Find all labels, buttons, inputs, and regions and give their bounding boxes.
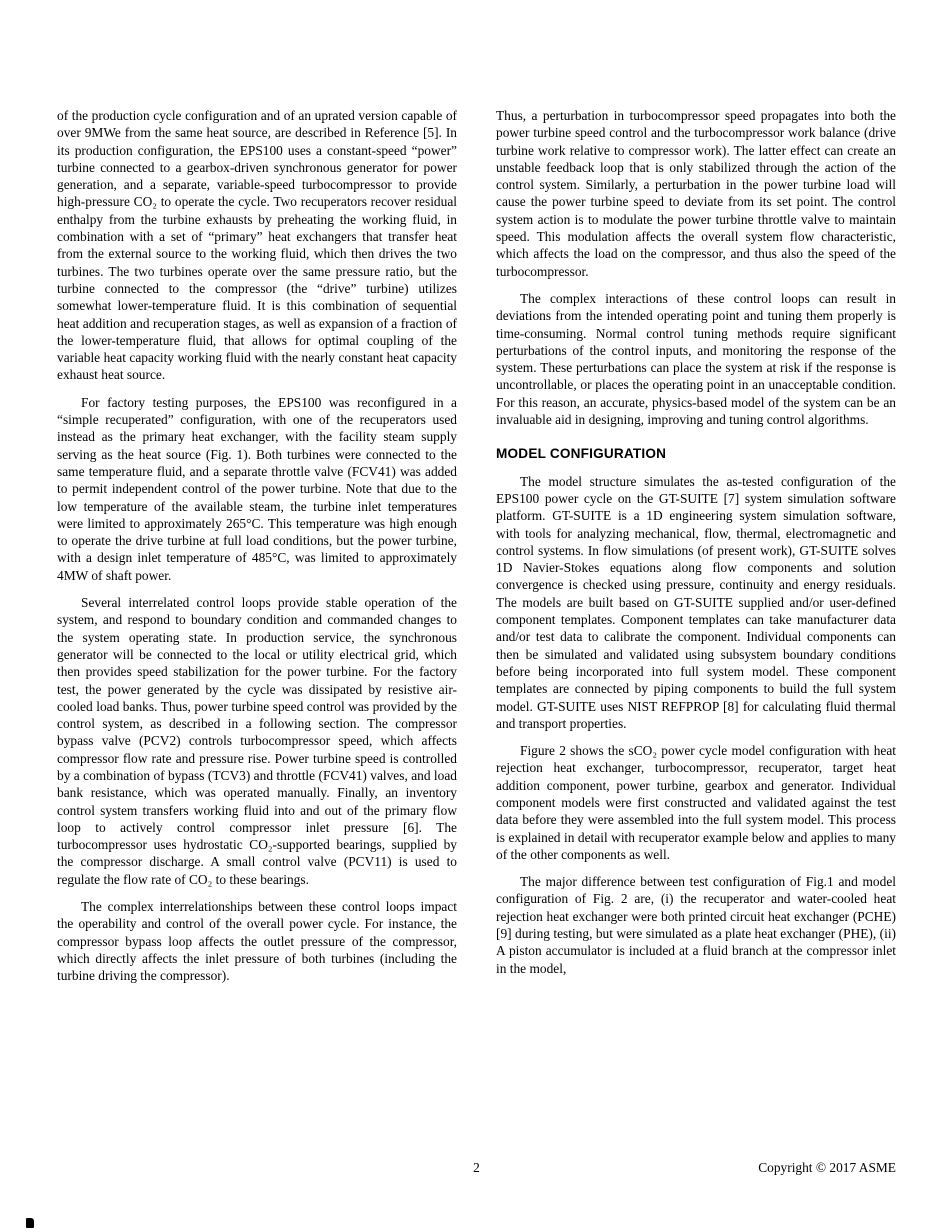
body-paragraph: Figure 2 shows the sCO₂ power cycle model configuration with heat rejection heat exchanger, turbocompressor, recuperator, target heat addition component, power turbine, gearbox and generator. Individual component models were first constructed and validated against the test data before they were assembled into the full system model. This process is explained in detail with recuperator example below and applies to many of the other components as well. xyxy=(496,743,896,862)
body-paragraph: of the production cycle configuration and of an uprated version capable of over 9MWe from the same heat source, are described in Reference [5]. In its production configuration, the EPS100 uses a constant-speed “power” turbine connected to a gearbox-driven synchronous generator for power generation, and a separate, variable-speed turbocompressor to provide high-pressure CO₂ to operate the cycle. Two recuperators recover residual enthalpy from the turbine exhausts by preheating the working fluid, in combination with a set of “primary” heat exchangers that transfer heat from the external source to the working fluid, which then drives the two turbines. The two turbines operate over the same pressure ratio, but the turbine connected to the compressor (the “drive” turbine) utilizes somewhat lower-temperature fluid. It is this combination of sequential heat addition and recuperation stages, as well as expansion of a fraction of the lower-temperature fluid, that allows for optimal coupling of the variable heat capacity working fluid with the nearly constant heat capacity exhaust heat source. xyxy=(57,108,457,383)
body-paragraph: For factory testing purposes, the EPS100 was reconfigured in a “simple recuperated” configuration, with one of the recuperators used instead as the primary heat exchanger, with the facility steam supply serving as the heat source (Fig. 1). Both turbines were connected to the same temperature fluid, and a separate throttle valve (FCV41) was added to permit independent control of the power turbine. Note that due to the low temperature of the available steam, the turbine inlet temperatures were limited to approximately 265°C. This temperature was high enough to operate the drive turbine at full load conditions, but the power turbine, with a design inlet temperature of 485°C, was limited to approximately 4MW of shaft power. xyxy=(57,394,457,583)
body-paragraph: The complex interrelationships between these control loops impact the operability and control of the overall power cycle. For instance, the compressor bypass loop affects the outlet pressure of the compressor, which directly affects the inlet pressure of both turbines (including the turbine driving the compressor). xyxy=(57,899,457,984)
left-column xyxy=(57,107,457,985)
body-paragraph: The complex interactions of these control loops can result in deviations from the intended operating point and tuning them properly is time-consuming. Normal control tuning methods require significant perturbations of the control inputs, and monitoring the response of the system. These perturbations can place the system at risk if the response is uncontrollable, or places the operating point in an unacceptable condition. For this reason, an accurate, physics-based model of the system can be an invaluable aid in designing, improving and tuning control algorithms. xyxy=(496,290,896,428)
body-paragraph: Several interrelated control loops provide stable operation of the system, and respond to boundary condition and commanded changes to the system operating state. In production service, the synchronous generator will be connected to the local or utility electrical grid, which then provides speed stabilization for the power turbine. For the factory test, the power generated by the cycle was dissipated by resistive air-cooled load banks. Thus, power turbine speed control was provided by the control system, as described in a following section. The compressor bypass valve (PCV2) controls turbocompressor speed, which affects compressor flow rate and pressure rise. Power turbine speed is controlled by a combination of bypass (TCV3) and throttle (FCV41) valves, and load bank resistance, which was operated manually. Finally, an inventory control system transfers working fluid into and out of the primary flow loop to actively control compressor inlet pressure [6]. The turbocompressor uses hydrostatic CO₂-supported bearings, supplied by the compressor discharge. A small control valve (PCV11) is used to regulate the flow rate of CO₂ to these bearings. xyxy=(57,595,457,887)
page-footer xyxy=(57,1160,896,1180)
body-paragraph: The major difference between test configuration of Fig.1 and model configuration of Fig. 2 are, (i) the recuperator and water-cooled heat rejection heat exchanger were both printed circuit heat exchanger (PCHE) [9] during testing, but were simulated as a plate heat exchanger (PHE), (ii) A piston accumulator is included at a fluid branch at the compressor inlet in the model, xyxy=(496,874,896,976)
copyright-notice: Copyright © 2017 ASME xyxy=(758,1160,896,1175)
print-artifact-mark xyxy=(26,1218,34,1228)
body-paragraph: Thus, a perturbation in turbocompressor speed propagates into both the power turbine speed control and the turbocompressor work balance (drive turbine work relative to compressor work). The latter effect can create an unstable feedback loop that is only stabilized through the action of the control system. Similarly, a perturbation in the power turbine load will cause the power turbine speed to deviate from its set point. The control system action is to modulate the power turbine throttle valve to maintain speed. This modulation affects the overall system flow characteristic, which affects the load on the compressor, and thus also the speed of the turbocompressor. xyxy=(496,108,896,279)
page-number: 2 xyxy=(473,1160,480,1175)
section-heading: MODEL CONFIGURATION xyxy=(496,446,667,462)
right-column xyxy=(496,107,896,977)
body-paragraph: The model structure simulates the as-tested configuration of the EPS100 power cycle on the GT-SUITE [7] system simulation software platform. GT-SUITE is a 1D engineering system simulation software, with tools for analyzing mechanical, flow, thermal, electromagnetic and control systems. In flow simulations (of present work), GT-SUITE solves 1D Navier-Stokes equations along flow components and solution convergence is checked using pressure, continuity and energy residuals. The models are built based on GT-SUITE supplied and/or user-defined component templates. Component templates can take manufacturer data and/or test data to calibrate the component. Individual components can then be simulated and validated using subsystem boundary conditions before being incorporated into full system model. These component templates are connected by piping components to build the full system model. GT-SUITE uses NIST REFPROP [8] for calculating fluid thermal and transport properties. xyxy=(496,473,896,731)
